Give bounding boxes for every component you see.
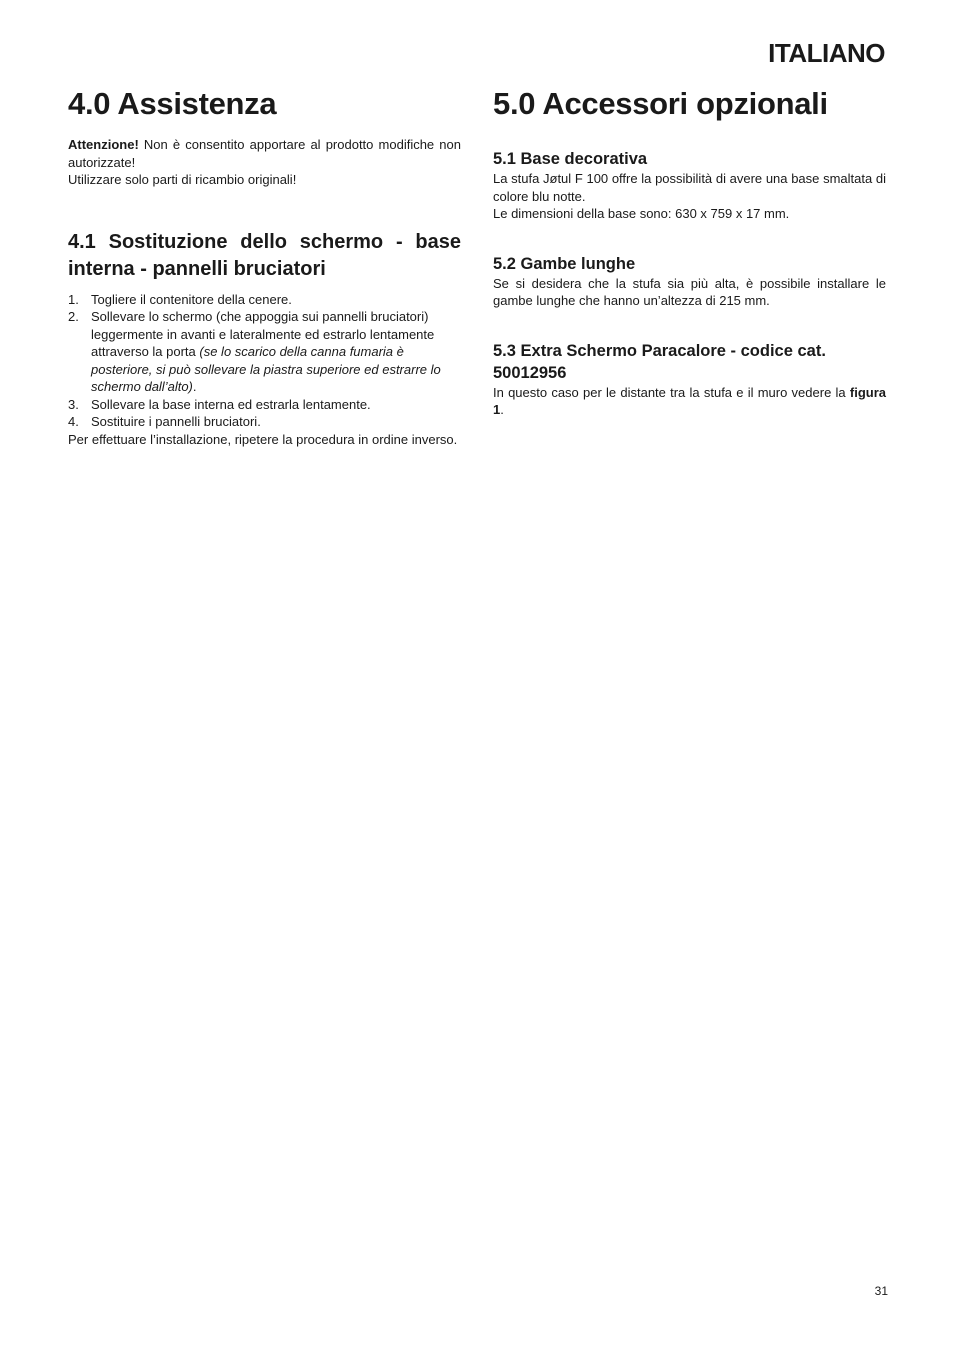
section-title-accessori: 5.0 Accessori opzionali <box>493 86 828 121</box>
sub2-text: Se si desidera che la stufa sia più alta, è possibile installare le gambe lunghe che hanno un’altezza di 215 mm. <box>493 275 886 308</box>
attention-text-2: Utilizzare solo parti di ricambio originali! <box>68 172 297 187</box>
sub1-text-1: La stufa Jøtul F 100 offre la possibilità di avere una base smaltata di colore blu notte. <box>493 171 886 204</box>
closing-paragraph: Per effettuare l’installazione, ripetere la procedura in ordine inverso. <box>68 431 458 447</box>
list-item <box>68 291 461 309</box>
attention-text: Non è consentito apportare al prodotto modifiche non autorizzate! <box>68 137 461 170</box>
steps-list <box>68 291 461 431</box>
step-text: Togliere il contenitore della cenere. <box>91 291 292 307</box>
attention-paragraph <box>68 136 461 171</box>
step-number: 1. <box>68 291 79 307</box>
sub3-text-tail: . <box>500 402 504 417</box>
step-text: Sollevare la base interna ed estrarla lentamente. <box>91 396 371 412</box>
step-note: (se lo scarico della canna fumaria è posteriore, si può sollevare la piastra superiore ed estrarre lo schermo dall’alto) <box>91 344 441 394</box>
attention-label: Attenzione! <box>68 137 139 152</box>
subsection-title-4-1: 4.1 Sostituzione dello schermo - base interna - pannelli bruciatori <box>68 230 461 280</box>
subsection-title-5-1: 5.1 Base decorativa <box>493 150 648 168</box>
list-item <box>68 396 461 414</box>
step-number: 4. <box>68 414 79 429</box>
step-number: 2. <box>68 309 79 324</box>
figure-reference: figura 1 <box>493 384 886 417</box>
left-column <box>68 84 461 448</box>
step-tail: . <box>192 379 197 394</box>
step-text: Sostituire i pannelli bruciatori. <box>91 414 261 429</box>
sub3-text <box>493 384 886 419</box>
step-text: Sollevare lo schermo (che appoggia sui pannelli bruciatori) leggermente in avanti e lateralmente ed estrarlo lentamente attraverso la porta <box>91 309 435 359</box>
sub3-text-main: In questo caso per le distante tra la stufa e il muro vedere la <box>493 384 850 400</box>
subsection-title-5-2: 5.2 Gambe lunghe <box>493 254 636 273</box>
step-number: 3. <box>68 396 79 412</box>
subsection-title-5-3: 5.3 Extra Schermo Paracalore - codice cat. 50012956 <box>493 341 826 382</box>
section-title-assistenza: 4.0 Assistenza <box>68 86 277 121</box>
list-item <box>68 308 461 396</box>
language-label: ITALIANO <box>768 38 885 68</box>
page-number: 31 <box>874 1284 888 1298</box>
sub1-text-2: Le dimensioni della base sono: 630 x 759 x 17 mm. <box>493 206 790 221</box>
right-column <box>493 84 886 419</box>
list-item <box>68 413 461 431</box>
